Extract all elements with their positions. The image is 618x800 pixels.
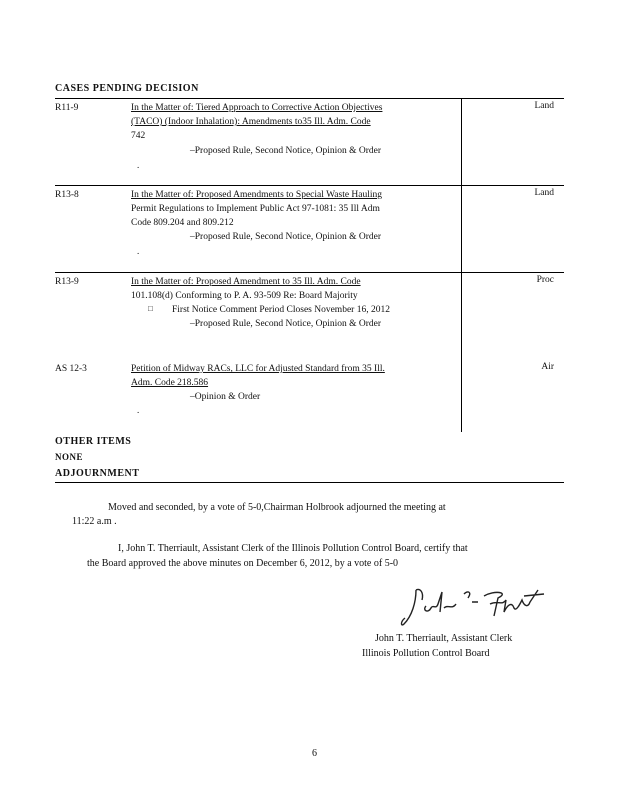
case-body-line: Code 809.204 and 809.212: [131, 218, 234, 228]
case-number: R11-9: [55, 103, 79, 113]
certify-line-2: the Board approved the above minutes on December 6, 2012, by a vote of 5-0: [87, 558, 399, 569]
case-title-line: 742: [131, 131, 146, 141]
page-number: 6: [312, 748, 317, 759]
row-divider: [55, 272, 564, 273]
signature-image: [398, 582, 548, 632]
case-title-line: Adm. Code 218.586: [131, 378, 209, 388]
case-number: AS 12-3: [55, 364, 87, 374]
case-action: –Opinion & Order: [190, 392, 261, 402]
case-action: –Proposed Rule, Second Notice, Opinion & Order: [190, 319, 382, 329]
case-body-line: 101.108(d) Conforming to P. A. 93-509 Re: Board Majority: [131, 291, 358, 301]
case-dot: .: [137, 405, 140, 415]
case-dot: .: [137, 160, 140, 170]
row-divider: [55, 185, 564, 186]
cases-pending-heading: CASES PENDING DECISION: [55, 83, 199, 94]
signer-organization: Illinois Pollution Control Board: [362, 648, 490, 659]
table-column-divider: [461, 98, 462, 432]
signer-name-title: John T. Therriault, Assistant Clerk: [375, 633, 513, 644]
other-items-value: NONE: [55, 452, 84, 462]
case-title-line: Petition of Midway RACs, LLC for Adjusted Standard from 35 Ill.: [131, 364, 385, 374]
adjournment-rule: [55, 482, 564, 483]
case-dot: .: [137, 246, 140, 256]
case-type: Land: [534, 101, 554, 111]
case-type: Air: [541, 362, 554, 372]
case-title-line: In the Matter of: Proposed Amendment to 35 Ill. Adm. Code: [131, 277, 361, 287]
case-number: R13-8: [55, 190, 79, 200]
case-type: Land: [534, 188, 554, 198]
case-title-line: (TACO) (Indoor Inhalation): Amendments to35 Ill. Adm. Code: [131, 117, 371, 127]
motion-time: 11:22 a.m .: [72, 516, 117, 527]
other-items-heading: OTHER ITEMS: [55, 436, 132, 447]
case-body-line: Permit Regulations to Implement Public Act 97-1081: 35 Ill Adm: [131, 204, 380, 214]
case-title-line: In the Matter of: Proposed Amendments to Special Waste Hauling: [131, 190, 383, 200]
adjournment-heading: ADJOURNMENT: [55, 468, 140, 479]
table-top-rule: [55, 98, 564, 99]
case-type: Proc: [536, 275, 554, 285]
case-number: R13-9: [55, 277, 79, 287]
bullet-icon: □: [148, 304, 153, 313]
certify-line-1: I, John T. Therriault, Assistant Clerk of the Illinois Pollution Control Board, certify that: [118, 543, 468, 554]
case-action: –Proposed Rule, Second Notice, Opinion & Order: [190, 232, 382, 242]
case-action: –Proposed Rule, Second Notice, Opinion & Order: [190, 146, 382, 156]
case-title-line: In the Matter of: Tiered Approach to Corrective Action Objectives: [131, 103, 383, 113]
case-notice-line: First Notice Comment Period Closes November 16, 2012: [172, 305, 390, 315]
motion-text: Moved and seconded, by a vote of 5-0,Chairman Holbrook adjourned the meeting at: [108, 502, 446, 513]
